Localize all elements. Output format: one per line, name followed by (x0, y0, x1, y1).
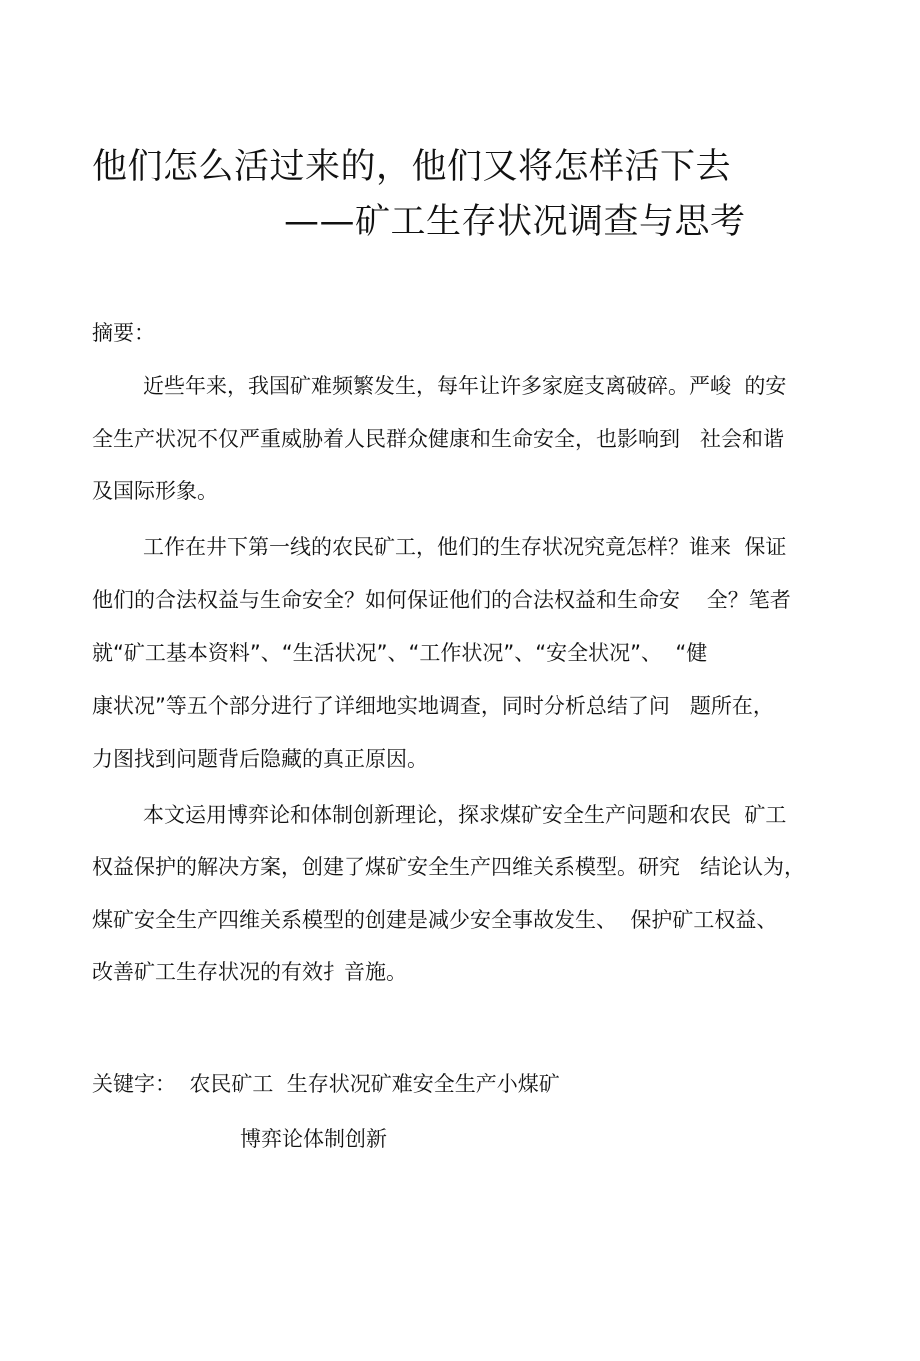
abstract-paragraph-2-line-5: 力图找到问题背后隐藏的真正原因。 (92, 747, 428, 771)
keywords-line-1: 关键字： 农民矿工 生存状况矿难安全生产小煤矿 (92, 1072, 560, 1096)
abstract-paragraph-3-line-1: 本文运用博弈论和体制创新理论，探求煤矿安全生产问题和农民 矿工 (143, 803, 787, 827)
abstract-paragraph-2-line-3: 就“矿工基本资料”、“生活状况”、“工作状况”、“安全状况”、 “健 (92, 641, 708, 665)
keywords-line-2: 博弈论体制创新 (240, 1127, 387, 1151)
abstract-paragraph-2-line-4: 康状况”等五个部分进行了详细地实地调查，同时分析总结了问 题所在， (92, 694, 774, 718)
abstract-paragraph-1-line-2: 全生产状况不仅严重威胁着人民群众健康和生命安全，也影响到 社会和谐 (92, 427, 785, 451)
abstract-paragraph-1-line-1: 近些年来，我国矿难频繁发生，每年让许多家庭支离破碎。严峻 的安 (143, 374, 787, 398)
abstract-paragraph-3-line-3: 煤矿安全生产四维关系模型的创建是减少安全事故发生、 保护矿工权益、 (92, 908, 778, 932)
abstract-label: 摘要： (92, 321, 155, 345)
abstract-paragraph-3-line-2: 权益保护的解决方案，创建了煤矿安全生产四维关系模型。研究 结论认为， (92, 855, 806, 879)
abstract-paragraph-3-line-4: 改善矿工生存状况的有效扌音施。 (92, 960, 407, 984)
document-title: 他们怎么活过来的，他们又将怎样活下去 (92, 147, 732, 187)
abstract-paragraph-1-line-3: 及国际形象。 (92, 479, 218, 503)
abstract-paragraph-2-line-2: 他们的合法权益与生命安全？如何保证他们的合法权益和生命安 全？笔者 (92, 588, 791, 612)
abstract-paragraph-2-line-1: 工作在井下第一线的农民矿工，他们的生存状况究竟怎样？谁来 保证 (143, 535, 787, 559)
document-subtitle: ——矿工生存状况调查与思考 (284, 202, 746, 242)
